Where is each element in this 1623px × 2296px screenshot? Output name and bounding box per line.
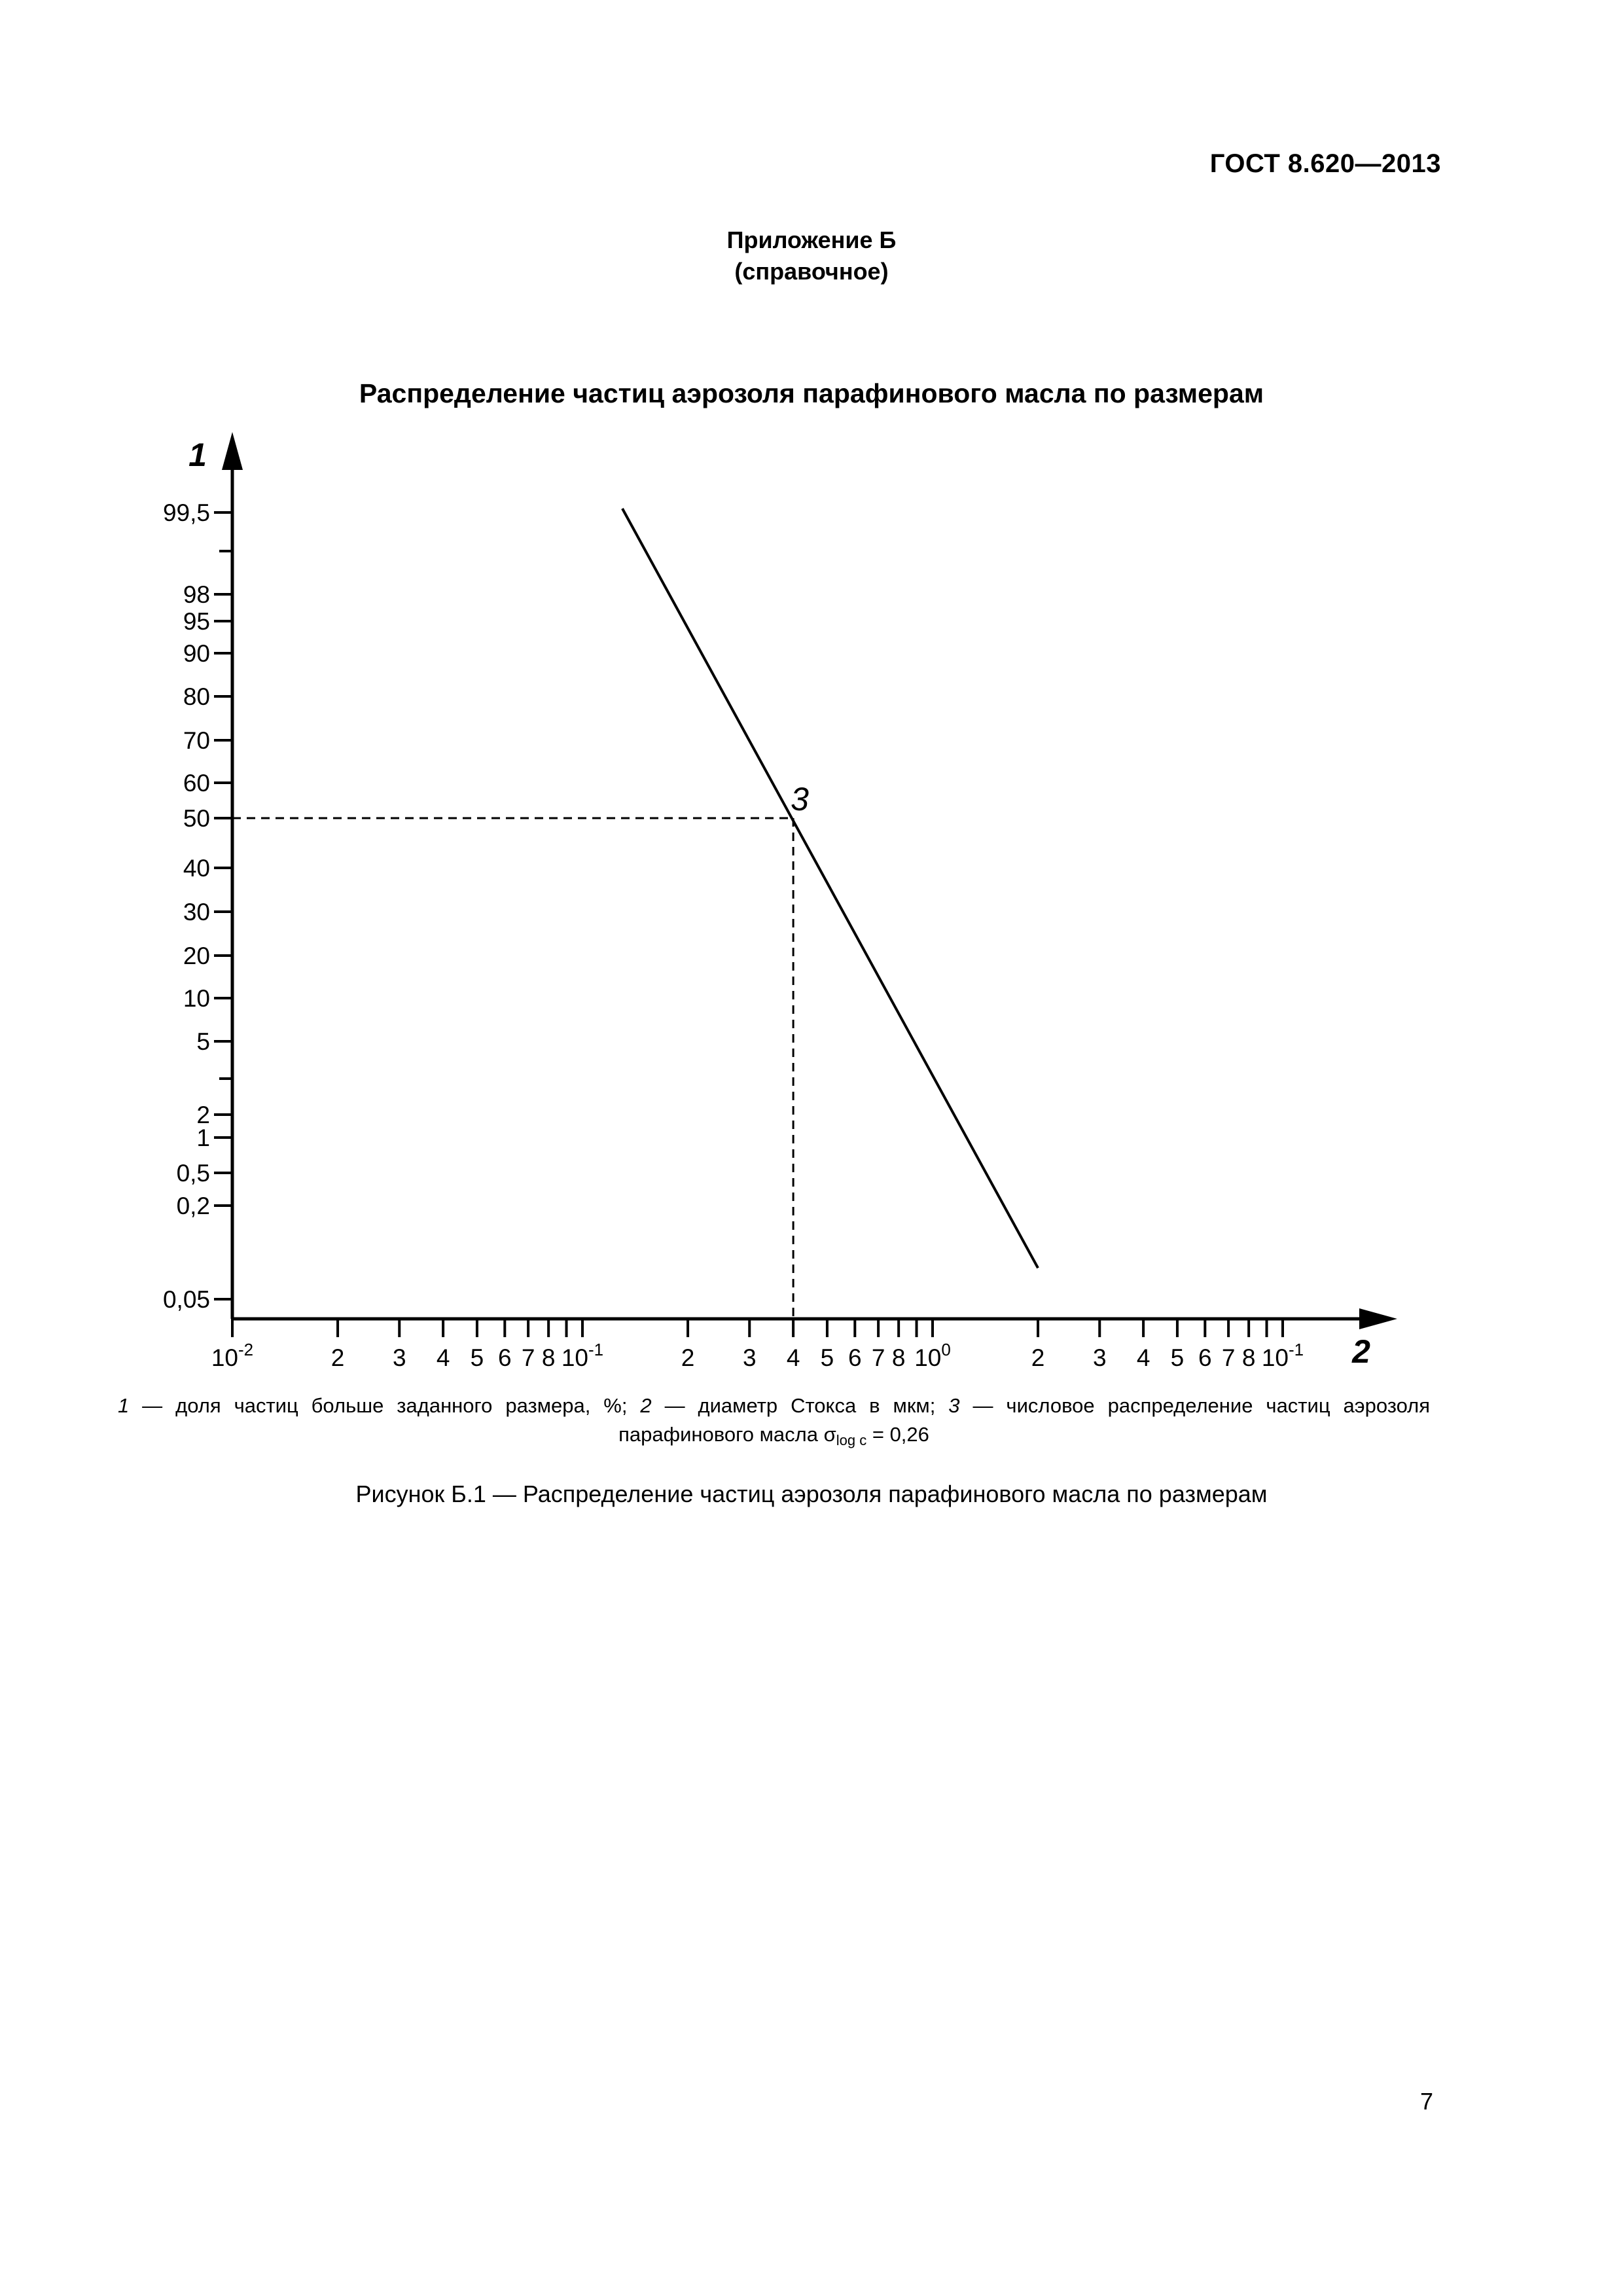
x-tick-base: 6	[1198, 1344, 1212, 1371]
x-axis-ticks	[211, 1319, 1304, 1371]
x-tick-label	[914, 1340, 951, 1371]
y-tick-label: 30	[183, 899, 210, 925]
y-tick-label: 80	[183, 683, 210, 710]
y-tick-label: 0,5	[176, 1160, 210, 1187]
y-tick-label: 2	[196, 1102, 210, 1128]
x-tick-base: 4	[436, 1344, 450, 1371]
legend-text-3: — числовое распределение частиц аэрозоля парафинового масла σ	[618, 1394, 1431, 1446]
x-tick-base: 10	[914, 1344, 942, 1371]
x-tick-label	[1242, 1344, 1256, 1371]
appendix-type: (справочное)	[734, 258, 889, 285]
y-tick-label: 20	[183, 942, 210, 969]
x-tick-label	[1222, 1344, 1236, 1371]
x-tick-label	[522, 1344, 535, 1371]
x-tick-base: 6	[498, 1344, 512, 1371]
y-axis-arrow	[222, 432, 243, 470]
x-tick-label	[1198, 1344, 1212, 1371]
x-tick-label	[498, 1344, 512, 1371]
x-tick-base: 5	[470, 1344, 484, 1371]
x-tick-exponent: -2	[238, 1340, 254, 1359]
x-tick-label	[211, 1340, 253, 1371]
x-tick-exponent: -1	[588, 1340, 604, 1359]
x-tick-base: 3	[742, 1344, 757, 1371]
x-tick-base: 10	[1261, 1344, 1289, 1371]
x-tick-label	[393, 1344, 406, 1371]
x-tick-label	[872, 1344, 885, 1371]
x-tick-base: 3	[1092, 1344, 1107, 1371]
y-tick-label: 70	[183, 727, 210, 754]
y-tick-label: 95	[183, 608, 210, 635]
x-tick-base: 10	[211, 1344, 239, 1371]
sigma-value: = 0,26	[866, 1423, 929, 1446]
x-tick-base: 5	[1170, 1344, 1185, 1371]
appendix-title: Приложение Б	[726, 226, 897, 253]
x-tick-base: 2	[330, 1344, 345, 1371]
y-tick-label: 90	[183, 640, 210, 667]
x-tick-base: 4	[786, 1344, 800, 1371]
x-tick-base: 5	[820, 1344, 834, 1371]
x-tick-label	[743, 1344, 757, 1371]
y-tick-label: 5	[196, 1028, 210, 1055]
y-tick-label: 50	[183, 805, 210, 832]
x-axis-label: 2	[1352, 1333, 1370, 1370]
plot-area	[232, 509, 1038, 1319]
y-tick-label: 99,5	[162, 499, 210, 526]
x-tick-base: 2	[1031, 1344, 1045, 1371]
x-tick-base: 7	[871, 1344, 885, 1371]
y-axis-label: 1	[188, 437, 207, 473]
x-tick-label	[1262, 1340, 1304, 1371]
legend-text-2: — диаметр Стокса в мкм;	[651, 1394, 949, 1417]
x-tick-base: 8	[1241, 1344, 1256, 1371]
x-tick-label	[542, 1344, 556, 1371]
x-tick-base: 8	[891, 1344, 906, 1371]
x-tick-base: 6	[848, 1344, 862, 1371]
page-number: 7	[1419, 2088, 1433, 2115]
series-label: 3	[791, 781, 809, 817]
x-tick-label	[1137, 1344, 1150, 1371]
x-tick-label	[1031, 1344, 1045, 1371]
chart-title: Распределение частиц аэрозоля парафинового масла по размерам	[359, 378, 1264, 408]
x-tick-exponent: -1	[1289, 1340, 1304, 1359]
x-tick-label	[821, 1344, 834, 1371]
x-tick-base: 7	[1221, 1344, 1236, 1371]
legend-num-1: 1	[118, 1394, 130, 1417]
legend-text-1: — доля частиц больше заданного размера, %;	[129, 1394, 641, 1417]
x-tick-base: 10	[561, 1344, 589, 1371]
sigma-subscript: log c	[836, 1432, 867, 1448]
y-tick-label: 0,05	[162, 1286, 210, 1313]
figure-legend	[118, 1391, 1430, 1455]
x-tick-label	[331, 1344, 345, 1371]
y-tick-label: 10	[183, 985, 210, 1012]
x-tick-label	[1171, 1344, 1185, 1371]
x-tick-label	[1093, 1344, 1107, 1371]
y-tick-label: 60	[183, 770, 210, 797]
document-code: ГОСТ 8.620—2013	[1209, 149, 1441, 178]
x-tick-base: 7	[521, 1344, 535, 1371]
x-tick-exponent: 0	[941, 1340, 951, 1359]
figure-caption: Рисунок Б.1 — Распределение частиц аэрозоля парафинового масла по размерам	[355, 1480, 1268, 1507]
y-tick-label: 0,2	[176, 1193, 210, 1219]
x-tick-label	[681, 1344, 695, 1371]
x-tick-label	[437, 1344, 450, 1371]
x-tick-label	[562, 1340, 603, 1371]
y-tick-label: 98	[183, 581, 210, 608]
x-tick-label	[892, 1344, 906, 1371]
y-axis-ticks	[163, 499, 232, 1313]
legend-num-2: 2	[640, 1394, 652, 1417]
x-tick-base: 3	[392, 1344, 406, 1371]
legend-num-3: 3	[948, 1394, 960, 1417]
distribution-line	[622, 509, 1038, 1268]
y-tick-label: 40	[183, 855, 210, 882]
x-tick-label	[471, 1344, 484, 1371]
x-axis-arrow	[1359, 1308, 1397, 1329]
x-tick-base: 8	[541, 1344, 556, 1371]
x-tick-base: 2	[681, 1344, 695, 1371]
x-tick-label	[787, 1344, 800, 1371]
y-tick-label: 1	[196, 1124, 210, 1151]
x-tick-label	[848, 1344, 862, 1371]
x-tick-base: 4	[1136, 1344, 1150, 1371]
